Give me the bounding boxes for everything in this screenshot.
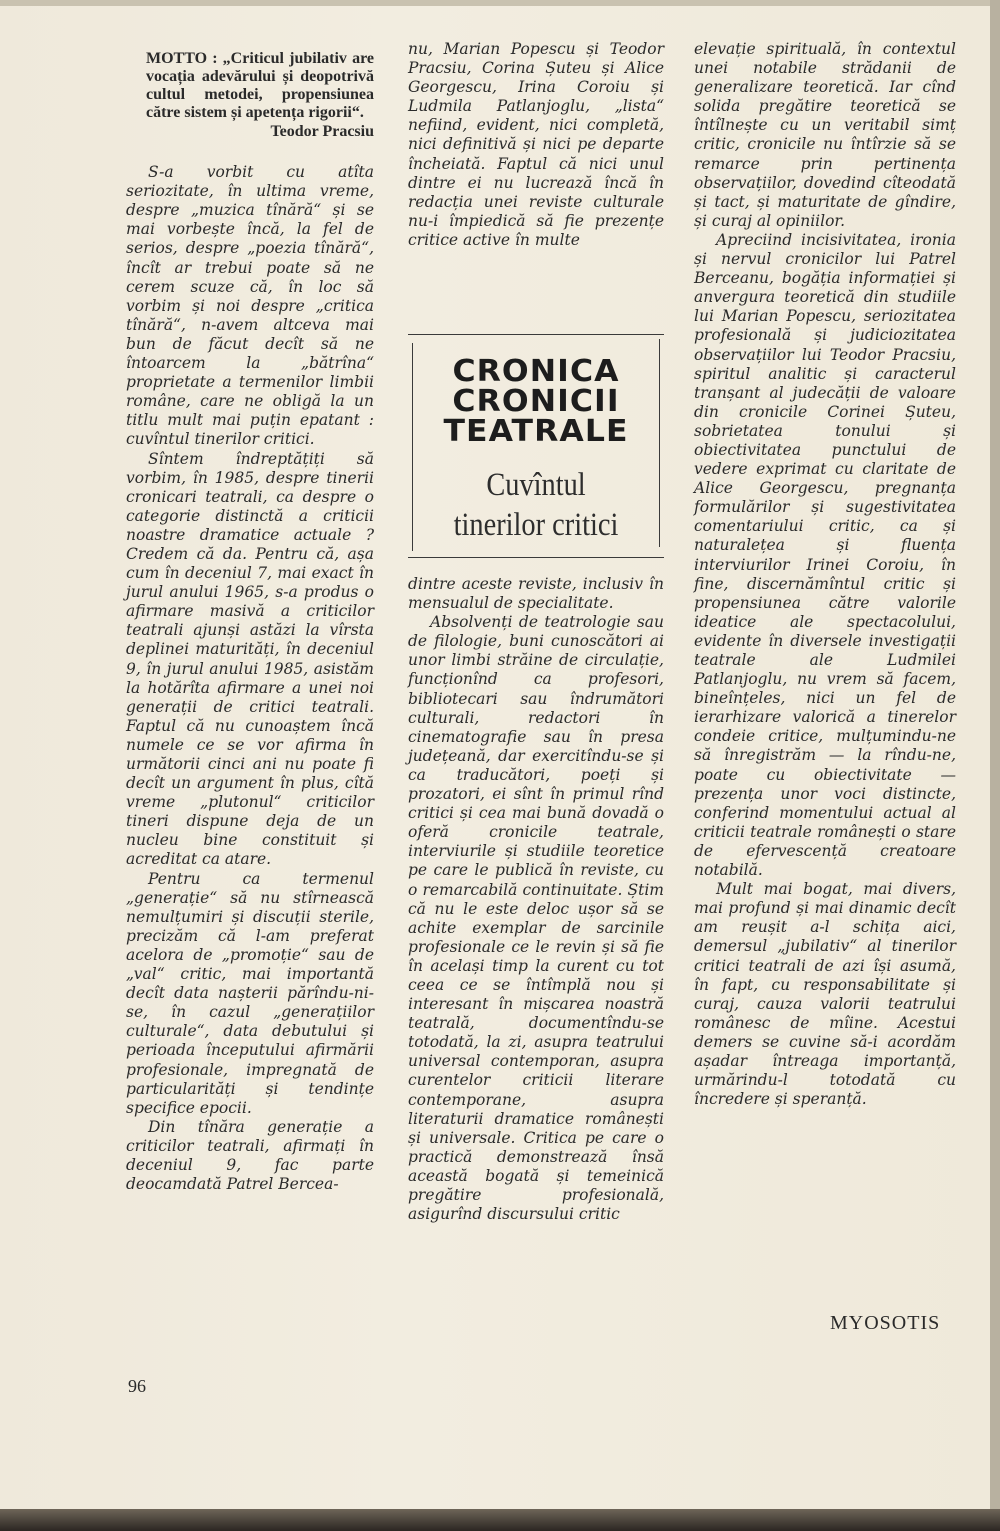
section-title-line: TEATRALE [443,414,629,449]
article-title-line: tinerilor critici [453,507,619,543]
article-title-line: Cuvîntul [486,467,586,503]
paragraph: Apreciind incisivitatea, ironia și nervul cronicilor lui Patrel Berceanu, bogăția informației și anvergura teoretică din studiile lui Marian Popescu, seriozitatea profesională și judiciozitatea observațiilor lui Teodor Pracsiu, spiritul analitic și caracterul tranșant al judecății de valoare din cronicile Corinei Șuteu, sobrietatea tonului și obiectivitatea punctului de vedere exprimat cu claritate de Alice Georgescu, pregnanța formulărilor și sugestivitatea comentariului critic, ca și naturalețea și fluența interviurilor Irinei Coroiu, în fine, discernămîntul critic și propensiunea către valorile ideatice ale spectacolului, evidente în diversele investigații teatrale ale Ludmilei Patlanjoglu, nu vrem să facem, bineînțeles, nici un fel de ierarhizare valorică a tinerelor condeie critice, mulțumindu-ne să înregistrăm — la rîndu-ne, poate cu obiectivitate — prezența unor voci distincte, conferind momentului actual al criticii teatrale românești o stare de efervescență creatoare notabilă. [694,230,956,880]
paragraph: Pentru ca termenul „generație“ să nu stîrnească nemulțumiri și discuții sterile, precizăm că l-am preferat acelora de „promoție“ sau de „val“ critic, mai importantă decît data nașterii părîndu-ni-se, în cazul „generațiilor culturale“, data debutului și perioada începutului afirmării profesionale, impregnată de particularități și tendințe specifice epocii. [126,869,374,1117]
author-signature: MYOSOTIS [830,1312,941,1334]
paragraph: S-a vorbit cu atîta seriozitate, în ultima vreme, despre „muzica tînără“ și se mai vorbește încă, la fel de serios, despre „poezia tînără“, încît ar trebui poate să ne cerem scuze că, în loc să vorbim și noi despre „critica tînără“, n-avem altceva mai bun de făcut decît să ne întoarcem la „bătrîna“ proprietate a termenilor limbii române, care ne obligă la un titlu mult mai puțin epatant : cuvîntul tinerilor critici. [126,163,374,449]
section-title-line: CRONICII [452,384,620,419]
paragraph: Sîntem îndreptățiți să vorbim, în 1985, despre tinerii cronicari teatrali, ca despre o categorie distinctă a criticii noastre dramatice actuale ? Credem că da. Pentru că, așa cum în deceniul 7, mai exact în jurul anului 1965, s-a produs o afirmare masivă a criticilor teatrali ajunși astăzi la vîrsta deplinei maturități, în deceniul 9, în jurul anului 1985, asistăm la hotărîta afirmare a unei noi generații de critici teatrali. Faptul că nu cunoaștem încă numele ce se vor afirma în următorii cinci ani nu poate fi decît un argument în plus, cîtă vreme „plutonul“ criticilor tineri dispune deja de un nucleu bine constituit și acreditat ca atare. [126,449,374,869]
motto-text: MOTTO : „Criticul jubilativ are vocația adevărului și deopotrivă cultul metodei, propensiunea către sistem și apetența rigorii“. [146,50,374,121]
column-1 [126,40,374,1194]
page-bottom-edge [0,1509,1000,1531]
paragraph: nu, Marian Popescu și Teodor Pracsiu, Corina Șuteu și Alice Georgescu, Irina Coroiu și Ludmila Patlanjoglu, „lista“ nefiind, evident, nici completă, nici definitivă și nici pe departe încheiată. Faptul că nici unul dintre ei nu lucrează încă în redacția unei reviste culturale nu-i împiedică să fie prezențe critice active în multe [408,40,664,249]
paragraph: Absolvenți de teatrologie sau de filologie, buni cunoscători ai unor limbi străine de circulație, funcționînd ca profesori, bibliotecari sau îndrumători culturali, redactori în cinematografie sau în presa județeană, dar exercitîndu-se și ca traducători, poeți și prozatori, ei sînt în primul rînd critici și cea mai bună dovadă o oferă cronicile teatrale, interviurile și studiile teoretice pe care le publică în reviste, cu o remarcabilă continuitate. Știm că nu le este deloc ușor să se achite exemplar de sarcinile profesionale ce le revin și să fie în același timp la curent cu tot ceea ce se întîmplă nou și interesant în mișcarea noastră teatrală, documentîndu-se totodată, la zi, asupra teatrului universal contemporan, asupra curentelor criticii literare contemporane, asupra literaturii dramatice românești și universale. Critica pe care o practică demonstrează însă această bogată și temeinică pregătire profesională, asigurînd discursului critic [408,613,664,1224]
section-title [402,354,671,449]
article-header-box [408,334,664,558]
column-2-top [408,40,664,250]
page-binding-edge [990,0,1000,1531]
paragraph: Din tînăra generație a criticilor teatrali, afirmați în deceniul 9, fac parte deocamdată Patrel Bercea- [126,1117,374,1194]
section-title-line: CRONICA [452,354,620,389]
column-3 [694,40,956,1109]
page-top-edge [0,0,1000,6]
paragraph: elevație spirituală, în contextul unei notabile strădanii de generalizare teoretică. Iar cînd solida pregătire teoretică se întîlnește cu un veritabil simț critic, cronicile nu întîrzie să se remarce prin pertinența observațiilor, dovedind cîteodată și tact, și maturitate de gîndire, și curaj al opiniilor. [694,40,956,230]
paragraph: dintre aceste reviste, inclusiv în mensualul de specialitate. [408,575,664,613]
paragraph: Mult mai bogat, mai divers, mai profund și mai dinamic decît am reușit a-l schița aici, demersul „jubilativ“ al tinerilor critici teatrali de azi își asumă, în fapt, cu responsabilitate și curaj, cauza valorii teatrului românesc de mîine. Acestui demers se cuvine să-i acordăm așadar întreaga importanță, urmărindu-l totodată cu încredere și speranță. [694,880,956,1109]
motto-author: Teodor Pracsiu [270,123,374,140]
column-2-bottom [408,575,664,1224]
page-number: 96 [128,1376,146,1396]
article-title [426,465,646,545]
